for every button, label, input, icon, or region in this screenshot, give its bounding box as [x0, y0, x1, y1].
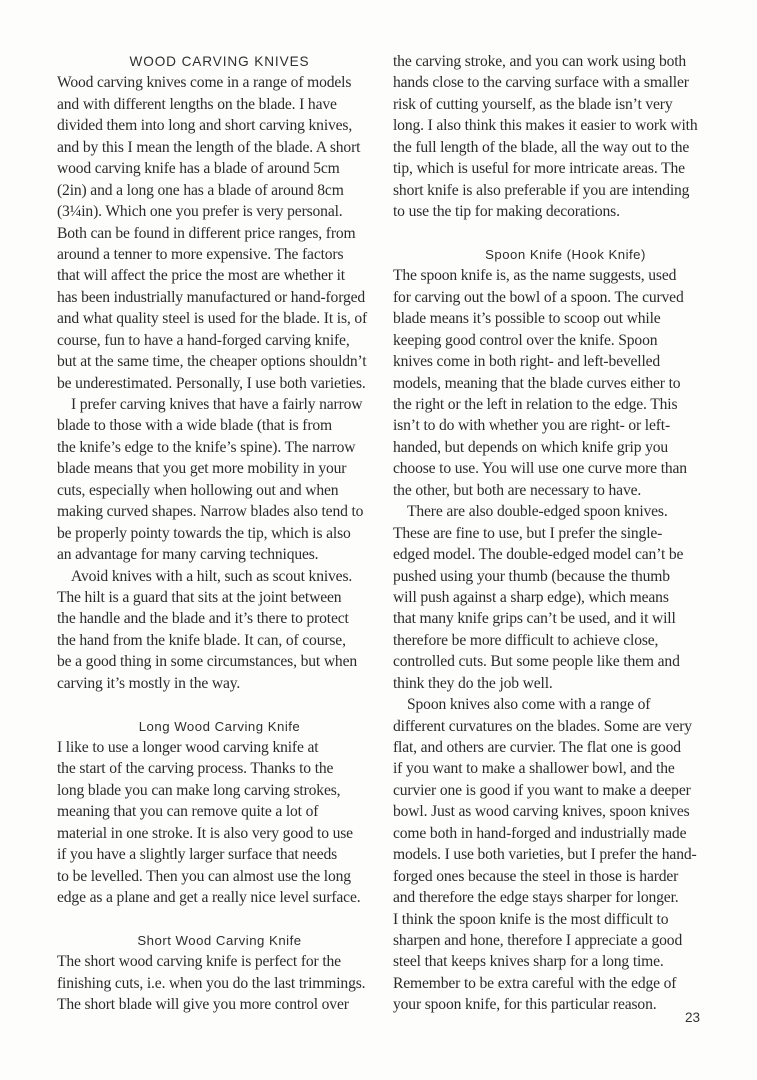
- text-line: finishing cuts, i.e. when you do the last trimmings.: [57, 974, 366, 992]
- text-line: to use the tip for making decorations.: [393, 203, 620, 221]
- text-line: making curved shapes. Narrow blades also tend to: [57, 503, 364, 521]
- text-line: to be levelled. Then you can almost use the long: [57, 867, 351, 885]
- text-line: Avoid knives with a hilt, such as scout knives.: [71, 567, 353, 585]
- text-line: hands close to the carving surface with a smaller: [393, 74, 689, 92]
- text-line: your spoon knife, for this particular reason.: [393, 996, 657, 1014]
- text-line: and what quality steel is used for the blade. It is, of: [57, 310, 368, 328]
- spacer: [57, 909, 382, 930]
- text-line: risk of cutting yourself, as the blade isn’t very: [393, 95, 673, 113]
- right-column: [393, 51, 738, 1016]
- text-line: flat, and others are curvier. The flat one is good: [393, 739, 681, 756]
- text-line: carving it’s mostly in the way.: [57, 674, 241, 692]
- text-line: material in one stroke. It is also very good to use: [57, 824, 353, 842]
- text-line: but at the same time, the cheaper options shouldn’t: [57, 353, 367, 371]
- text-line: knives come in both right- and left-bevelled: [393, 353, 661, 371]
- text-line: the full length of the blade, all the way out to the: [393, 138, 690, 156]
- text-line: the knife’s edge to the knife’s spine). The narrow: [57, 438, 356, 456]
- text-line: will push against a sharp edge), which means: [393, 588, 669, 606]
- text-line: Wood carving knives come in a range of models: [57, 74, 352, 92]
- text-line: steel that keeps knives sharp for a long time.: [393, 953, 664, 971]
- text-line: tip, which is useful for more intricate areas. The: [393, 160, 685, 178]
- text-line: The short wood carving knife is perfect for the: [57, 953, 341, 971]
- text-line: I prefer carving knives that have a fairly narrow: [71, 396, 363, 413]
- text-line: Remember to be extra careful with the edge of: [393, 974, 677, 992]
- text-line: short knife is also preferable if you are intending: [393, 181, 690, 199]
- text-line: Spoon knives also come with a range of: [407, 696, 651, 714]
- paragraph-hilt: [57, 566, 382, 695]
- text-line: around a tenner to more expensive. The factors: [57, 245, 344, 263]
- text-line: forged ones because the steel in those is harder: [393, 867, 679, 885]
- text-line: isn’t to do with whether you are right- or left-: [393, 417, 671, 435]
- text-line: and with different lengths on the blade. I have: [57, 95, 337, 113]
- text-line: and by this I mean the length of the blade. A short: [57, 138, 361, 156]
- text-line: therefore be more difficult to achieve close,: [393, 631, 659, 649]
- text-line: long. I also think this makes it easier to work with: [393, 117, 698, 135]
- text-line: different curvatures on the blades. Some are very: [393, 717, 692, 735]
- text-line: long blade you can make long carving strokes,: [57, 781, 341, 799]
- text-line: that will affect the price the most are whether it: [57, 267, 345, 285]
- text-line: (3¼in). Which one you prefer is very personal.: [57, 203, 343, 221]
- text-line: (2in) and a long one has a blade of around 8cm: [57, 181, 344, 199]
- paragraph-curvature: [393, 694, 738, 1016]
- text-line: cuts, especially when hollowing out and when: [57, 481, 339, 499]
- text-line: divided them into long and short carving knives,: [57, 117, 353, 135]
- text-line: pushed using your thumb (because the thumb: [393, 567, 670, 585]
- spacer: [393, 223, 738, 244]
- text-line: blade means it’s possible to scoop out while: [393, 310, 661, 328]
- text-line: models. I use both varieties, but I prefer the hand-: [393, 846, 697, 864]
- spacer: [57, 694, 382, 715]
- text-line: There are also double-edged spoon knives.: [407, 503, 668, 521]
- page-number: 23: [684, 1010, 700, 1025]
- text-line: These are fine to use, but I prefer the single-: [393, 524, 663, 542]
- text-line: handed, but depends on which knife grip you: [393, 438, 669, 456]
- text-line: the start of the carving process. Thanks to the: [57, 760, 334, 778]
- paragraph-short-knife-continued: [393, 51, 738, 223]
- text-line: and therefore the edge stays sharper for longer.: [393, 889, 679, 907]
- text-line: the handle and the blade and it’s there to protect: [57, 610, 349, 628]
- text-line: The hilt is a guard that sits at the joint between: [57, 588, 342, 606]
- text-line: blade to those with a wide blade (that is from: [57, 417, 333, 435]
- paragraph-intro: [57, 72, 382, 394]
- text-line: the hand from the knife blade. It can, of course,: [57, 631, 346, 649]
- text-line: The spoon knife is, as the name suggests, used: [393, 267, 677, 285]
- paragraph-double-edged: [393, 501, 738, 694]
- text-line: I like to use a longer wood carving knife at: [57, 739, 319, 756]
- text-line: be properly pointy towards the tip, which is also: [57, 524, 351, 542]
- text-line: course, fun to have a hand-forged carving knife,: [57, 331, 350, 349]
- text-line: choose to use. You will use one curve more than: [393, 460, 687, 478]
- text-line: The short blade will give you more control over: [57, 996, 349, 1014]
- subheading-long-knife: Long Wood Carving Knife: [138, 718, 301, 734]
- paragraph-long-knife: [57, 737, 382, 909]
- text-line: think they do the job well.: [393, 674, 553, 692]
- text-line: models, meaning that the blade curves either to: [393, 374, 681, 392]
- paragraph-short-knife: [57, 951, 382, 1015]
- text-line: has been industrially manufactured or hand-forged: [57, 288, 366, 306]
- text-line: be underestimated. Personally, I use both varieties.: [57, 374, 366, 392]
- text-line: the other, but both are necessary to have.: [393, 481, 642, 499]
- left-column: [57, 51, 382, 1016]
- text-line: wood carving knife has a blade of around 5cm: [57, 160, 340, 178]
- subheading-short-knife: Short Wood Carving Knife: [137, 932, 302, 948]
- text-line: curvier one is good if you want to make a deeper: [393, 781, 691, 799]
- text-line: I think the spoon knife is the most difficult to: [393, 910, 669, 928]
- text-line: that many knife grips can’t be used, and it will: [393, 610, 676, 628]
- text-line: edge as a plane and get a really nice level surface.: [57, 889, 361, 907]
- text-line: edged model. The double-edged model can’t be: [393, 546, 684, 564]
- text-line: controlled cuts. But some people like them and: [393, 653, 680, 671]
- text-line: meaning that you can remove quite a lot of: [57, 803, 319, 821]
- text-line: be a good thing in some circumstances, but when: [57, 653, 357, 671]
- text-line: come both in hand-forged and industrially made: [393, 824, 687, 842]
- text-line: an advantage for many carving techniques.: [57, 546, 319, 564]
- text-line: if you have a slightly larger surface that needs: [57, 846, 338, 864]
- paragraph-spoon-knife: [393, 265, 738, 501]
- text-line: Both can be found in different price ranges, from: [57, 224, 356, 242]
- paragraph-narrow-blade: [57, 394, 382, 566]
- text-line: if you want to make a shallower bowl, and the: [393, 760, 675, 778]
- text-line: sharpen and hone, therefore I appreciate a good: [393, 931, 683, 949]
- text-line: for carving out the bowl of a spoon. The curved: [393, 288, 684, 306]
- text-line: blade means that you get more mobility in your: [57, 460, 347, 478]
- text-line: bowl. Just as wood carving knives, spoon knives: [393, 803, 690, 821]
- section-heading-wood-carving-knives: WOOD CARVING KNIVES: [129, 54, 310, 69]
- subheading-spoon-knife: Spoon Knife (Hook Knife): [485, 246, 646, 262]
- text-line: the carving stroke, and you can work using both: [393, 53, 687, 70]
- text-line: the right or the left in relation to the edge. This: [393, 396, 678, 413]
- text-line: keeping good control over the knife. Spoon: [393, 331, 658, 349]
